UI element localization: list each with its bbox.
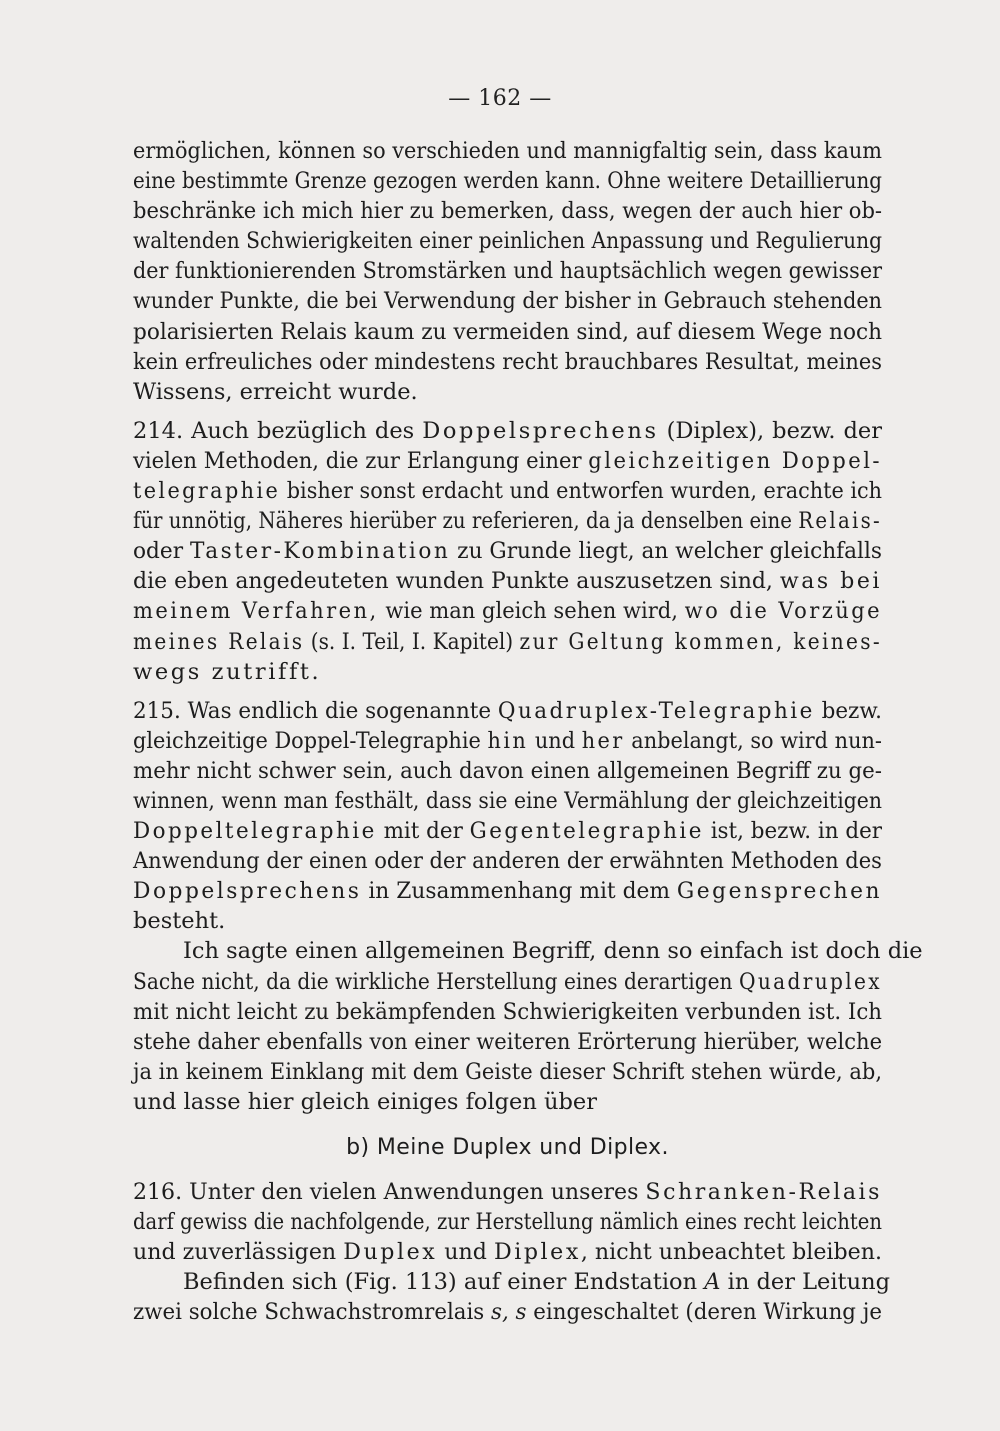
paragraph-215b-line: ja in keinem Einklang mit dem Geiste dieser Schrift stehen würde, ab, bbox=[133, 1058, 883, 1085]
paragraph-214-line bbox=[133, 596, 882, 626]
paragraph-216-line bbox=[133, 1177, 882, 1207]
paragraph-215b-line: Ich sagte einen allgemeinen Begriff, denn so einfach ist doch die bbox=[183, 938, 923, 965]
paragraph-216-line bbox=[133, 1237, 882, 1267]
italic-symbol: A bbox=[704, 1269, 721, 1296]
text-run: (Diplex), bezw. der bbox=[658, 417, 882, 444]
text-run: und bbox=[528, 727, 582, 754]
spaced-term: Doppelsprechens bbox=[133, 878, 362, 905]
spaced-term: Diplex bbox=[493, 1239, 581, 1266]
text-line: Wissens, erreicht wurde. bbox=[133, 378, 418, 405]
text-run: ist, bezw. in der bbox=[703, 818, 883, 845]
text-line: wunder Punkte, die bei Verwendung der bisher in Gebrauch stehenden bbox=[133, 288, 883, 315]
spaced-term: Schranken-Relais bbox=[645, 1179, 883, 1205]
text-run: die eben angedeuteten wunden Punkte auszusetzen sind, bbox=[133, 568, 780, 595]
text-line: ermöglichen, können so verschieden und mannigfaltig sein, dass kaum bbox=[133, 138, 883, 164]
spaced-term: Doppelsprechens bbox=[422, 417, 659, 444]
text-line: polarisierten Relais kaum zu vermeiden sind, auf diesem Wege noch bbox=[133, 318, 883, 345]
spaced-term: Taster-Kombination bbox=[189, 538, 451, 565]
text-line: eine bestimmte Grenze gezogen werden kann. Ohne weitere Detaillierung bbox=[133, 168, 883, 195]
paragraph-215-line: mehr nicht schwer sein, auch davon einen allgemeinen Begriff zu ge- bbox=[133, 757, 882, 784]
spaced-term: Quadruplex-Telegraphie bbox=[497, 697, 815, 724]
text-run: oder bbox=[133, 538, 190, 565]
italic-symbol: s, s bbox=[491, 1299, 527, 1326]
paragraph-215-line bbox=[133, 816, 882, 846]
text-run: in Zusammenhang mit dem bbox=[361, 878, 677, 905]
text-run: anbelangt, so wird nun- bbox=[624, 727, 882, 754]
spaced-term: Gegensprechen bbox=[676, 878, 882, 905]
text-line: beschränke ich mich hier zu bemerken, dass, wegen der auch hier ob- bbox=[133, 198, 883, 225]
text-run: wie man gleich sehen wird, bbox=[378, 598, 685, 625]
text-run: bezw. bbox=[814, 697, 882, 724]
paragraph-214-line bbox=[133, 416, 882, 446]
text-line: waltenden Schwierigkeiten einer peinlichen Anpassung und Regulierung bbox=[133, 228, 883, 255]
text-run: in der Leitung bbox=[720, 1269, 890, 1296]
paragraph-214-line bbox=[133, 536, 882, 566]
text-run: 214. Auch bezüglich des bbox=[133, 417, 423, 444]
page-text bbox=[133, 136, 923, 1327]
paragraph-215-line: besteht. bbox=[133, 908, 226, 935]
text-run: Befinden sich (Fig. 113) auf einer Endstation bbox=[183, 1269, 705, 1296]
paragraph-215-line bbox=[133, 726, 882, 756]
spaced-term: hin bbox=[487, 727, 529, 754]
paragraph-215-line bbox=[133, 696, 882, 726]
section-heading: b) Meine Duplex und Diplex. bbox=[346, 1135, 669, 1160]
text-run: mit der bbox=[376, 818, 470, 845]
text-run: , nicht unbeachtet bleiben. bbox=[580, 1239, 883, 1266]
spaced-term: meines Relais bbox=[133, 628, 305, 655]
paragraph-215b-line: mit nicht leicht zu bekämpfenden Schwierigkeiten verbunden ist. Ich bbox=[133, 998, 882, 1025]
spaced-term: was bei bbox=[779, 568, 882, 595]
text-run: eingeschaltet (deren Wirkung je bbox=[526, 1299, 882, 1326]
paragraph-214-line bbox=[133, 446, 882, 476]
spaced-term: meinem Verfahren, bbox=[133, 598, 379, 625]
text-run: und bbox=[437, 1239, 494, 1266]
text-run: 215. Was endlich die sogenannte bbox=[133, 697, 498, 724]
paragraph-215-line bbox=[133, 876, 882, 906]
spaced-term: her bbox=[581, 727, 625, 754]
paragraph-214-line bbox=[133, 476, 882, 506]
paragraph-215-line: winnen, wenn man festhält, dass sie eine Vermählung der gleichzeitigen bbox=[133, 787, 882, 814]
paragraph-214-line bbox=[133, 506, 882, 536]
text-run: und zuverlässigen bbox=[133, 1239, 344, 1266]
text-run: (s. I. Teil, I. Kapitel) bbox=[304, 628, 520, 655]
page-number: — 162 — bbox=[448, 86, 552, 111]
spaced-term: gleichzeitigen Doppel- bbox=[588, 447, 882, 474]
spaced-term: Quadruplex bbox=[738, 968, 882, 995]
paragraph-215b-line: und lasse hier gleich einiges folgen über bbox=[133, 1088, 597, 1115]
text-run: gleichzeitige Doppel-Telegraphie bbox=[133, 727, 488, 754]
text-run: zu Grunde liegt, an welcher gleichfalls bbox=[450, 538, 883, 565]
text-run: bisher sonst erdacht und entworfen wurden, erachte ich bbox=[280, 478, 883, 505]
spaced-term: Duplex bbox=[343, 1239, 438, 1266]
spaced-term: Relais- bbox=[798, 508, 883, 535]
text-run: vielen Methoden, die zur Erlangung einer bbox=[133, 447, 589, 474]
paragraph-214-line bbox=[133, 657, 882, 687]
paragraph-216-line bbox=[133, 1267, 890, 1297]
spaced-term: Doppeltelegraphie bbox=[133, 818, 377, 845]
paragraph-215b-line bbox=[133, 967, 882, 997]
text-run: für unnötig, Näheres hierüber zu referieren, da ja denselben eine bbox=[133, 508, 799, 535]
paragraph-215b-line: stehe daher ebenfalls von einer weiteren Erörterung hierüber, welche bbox=[133, 1028, 883, 1055]
text-line: der funktionierenden Stromstärken und hauptsächlich wegen gewisser bbox=[133, 258, 883, 285]
text-run: 216. Unter den vielen Anwendungen unseres bbox=[133, 1179, 646, 1205]
spaced-term: wo die Vorzüge bbox=[684, 598, 883, 625]
paragraph-214-line bbox=[133, 627, 882, 657]
text-run: Sache nicht, da die wirkliche Herstellung eines derartigen bbox=[133, 968, 739, 995]
text-line: kein erfreuliches oder mindestens recht brauchbares Resultat, meines bbox=[133, 348, 882, 375]
paragraph-216-line bbox=[133, 1297, 882, 1327]
spaced-term: Gegentelegraphie bbox=[469, 818, 704, 845]
paragraph-216-line: darf gewiss die nachfolgende, zur Herstellung nämlich eines recht leichten bbox=[133, 1209, 882, 1236]
paragraph-215-line: Anwendung der einen oder der anderen der erwähnten Methoden des bbox=[133, 848, 882, 875]
spaced-term: wegs zutrifft. bbox=[133, 658, 322, 685]
spaced-term: zur Geltung kommen, keines- bbox=[519, 628, 883, 655]
spaced-term: telegraphie bbox=[133, 478, 281, 505]
text-run: zwei solche Schwachstromrelais bbox=[133, 1299, 492, 1326]
paragraph-214-line bbox=[133, 566, 882, 596]
